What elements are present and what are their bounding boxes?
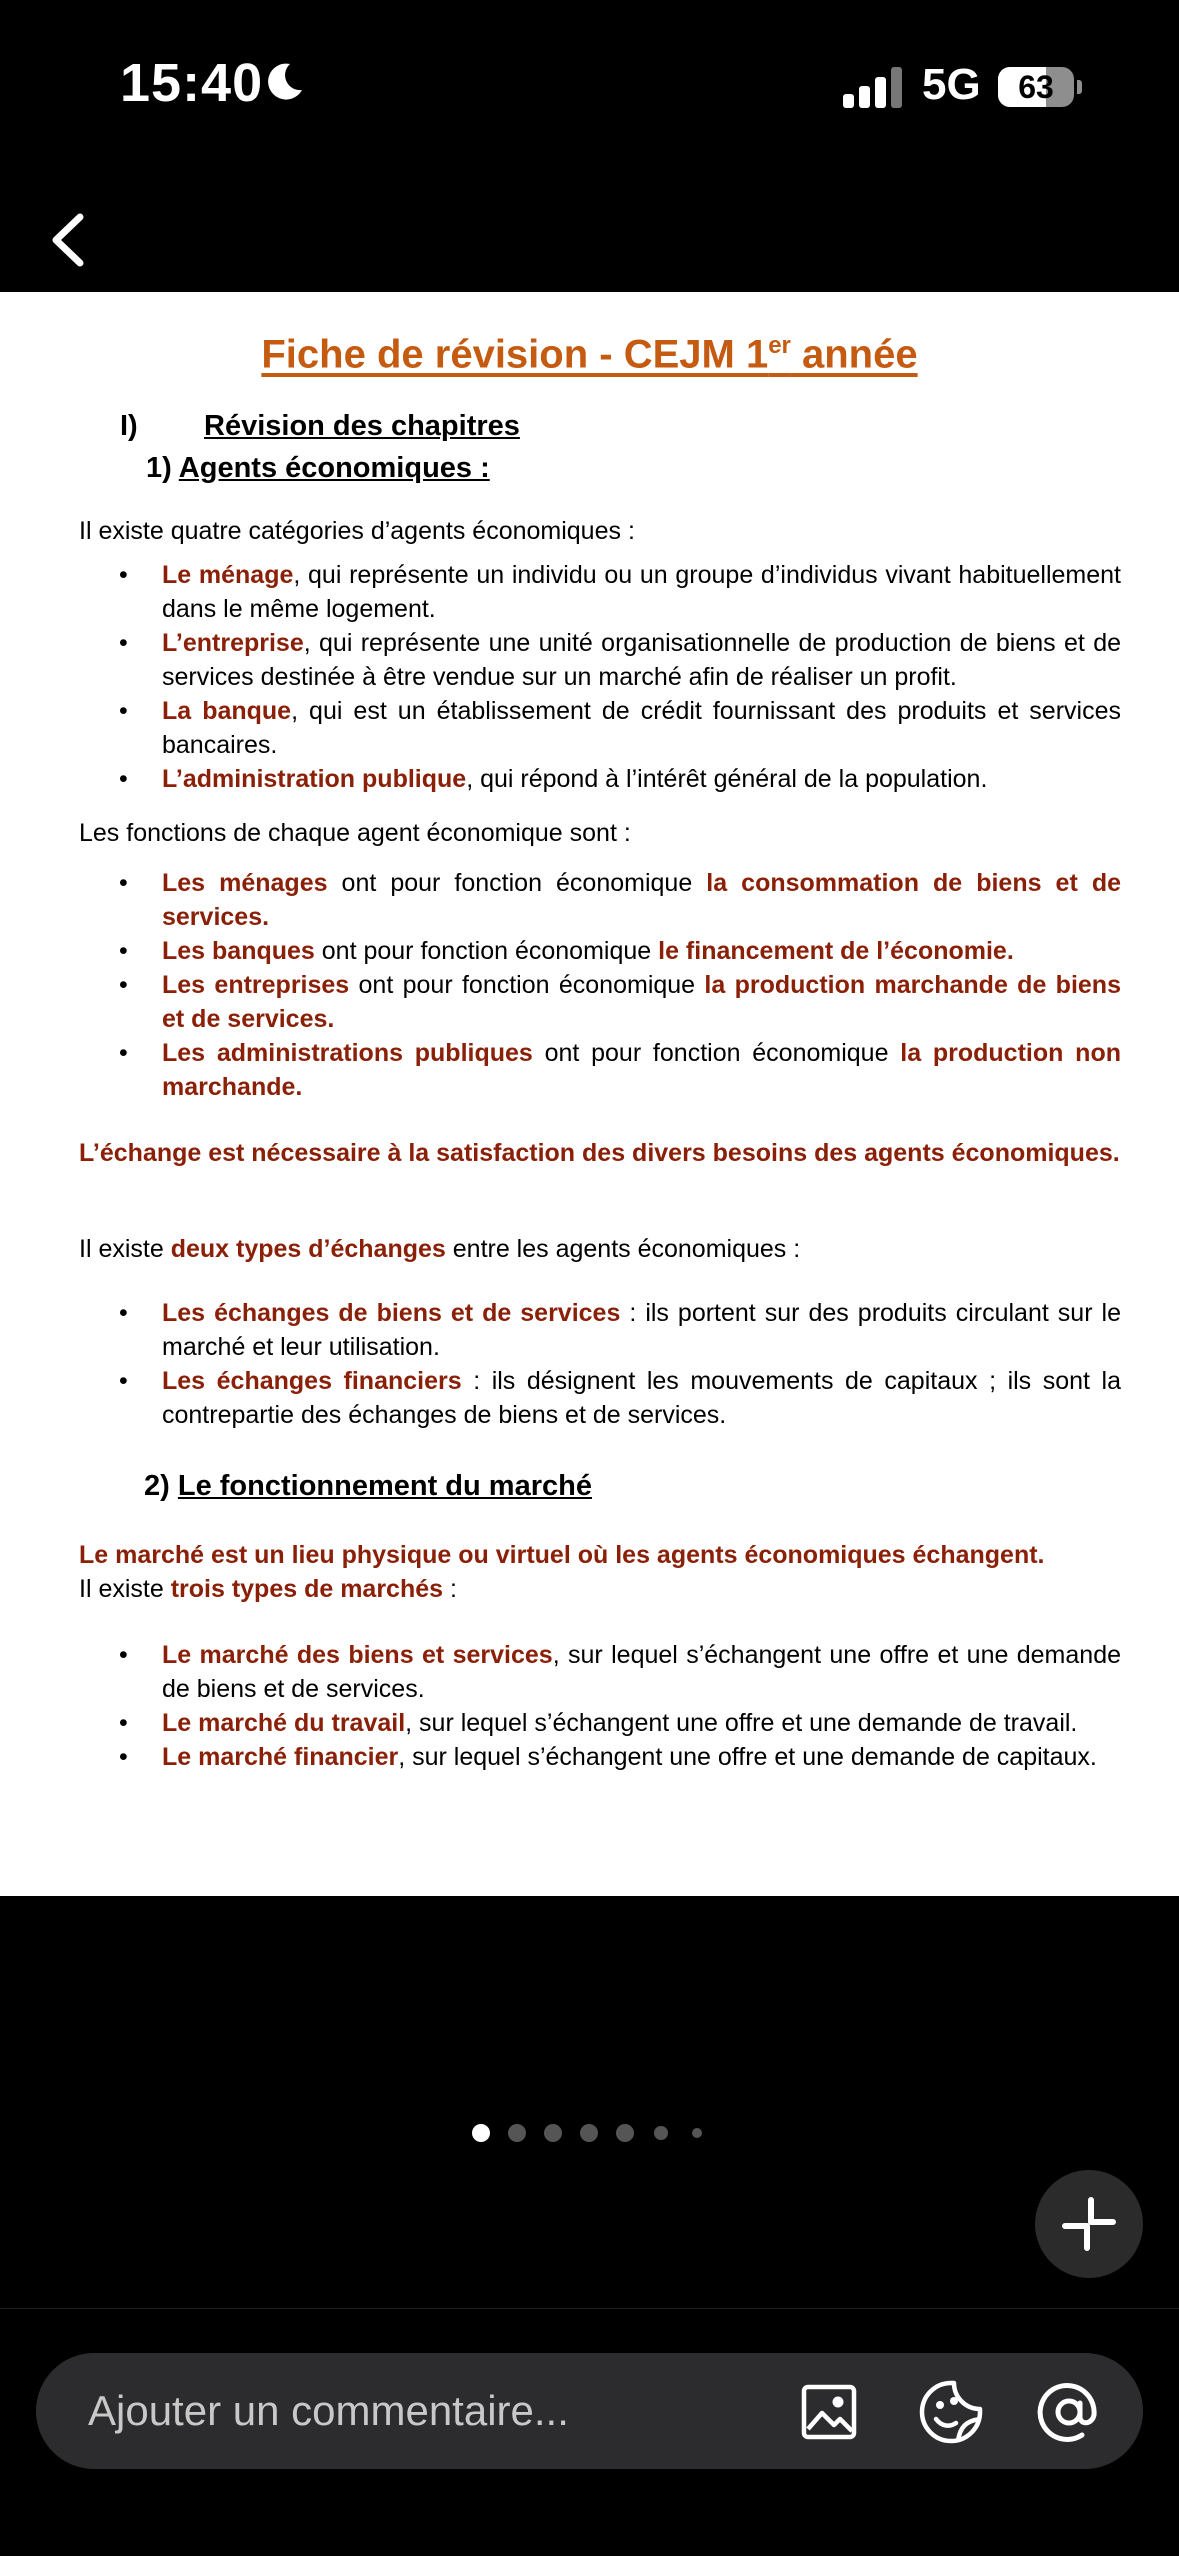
page-dot[interactable] bbox=[472, 2124, 490, 2142]
intro-paragraph: Il existe quatre catégories d’agents économiques : bbox=[79, 517, 635, 545]
list-item: • Le ménage, qui représente un individu ou un groupe d’individus vivant habituellement dans le même logement. bbox=[79, 558, 1121, 626]
exchange-intro: Il existe deux types d’échanges entre les agents économiques : bbox=[79, 1235, 801, 1263]
page-indicator[interactable] bbox=[472, 2124, 752, 2144]
status-time: 15:40 bbox=[120, 53, 264, 113]
collapse-button[interactable] bbox=[1035, 2170, 1143, 2278]
list-item: • Les ménages ont pour fonction économique la consommation de biens et de services. bbox=[79, 866, 1121, 934]
functions-intro: Les fonctions de chaque agent économique sont : bbox=[79, 819, 631, 847]
at-icon[interactable] bbox=[1036, 2379, 1102, 2445]
page-dot[interactable] bbox=[616, 2124, 634, 2142]
document-page[interactable] bbox=[0, 292, 1179, 1896]
markets-list bbox=[79, 1638, 1121, 1774]
document-title: Fiche de révision - CEJM 1er année bbox=[261, 332, 918, 377]
comment-bar[interactable] bbox=[36, 2353, 1143, 2469]
subsection-heading: 2) Le fonctionnement du marché bbox=[144, 1470, 592, 1502]
list-item: • Les entreprises ont pour fonction économique la production marchande de biens et de services. bbox=[79, 968, 1121, 1036]
list-item: • Le marché des biens et services, sur lequel s’échangent une offre et une demande de biens et de services. bbox=[79, 1638, 1121, 1706]
section-heading: I) Révision des chapitres bbox=[120, 410, 520, 442]
battery-level: 63 bbox=[1018, 69, 1054, 105]
battery-tip bbox=[1077, 80, 1082, 94]
list-item: • Les échanges de biens et de services : ils portent sur des produits circulant sur le marché et leur utilisation. bbox=[79, 1296, 1121, 1364]
list-item: • Les échanges financiers : ils désignent les mouvements de capitaux ; ils sont la contrepartie des échanges de biens et de services. bbox=[79, 1364, 1121, 1432]
image-icon[interactable] bbox=[800, 2383, 858, 2441]
list-item: • L’entreprise, qui représente une unité organisationnelle de production de biens et de services destinée à être vendue sur un marché afin de réaliser un profit. bbox=[79, 626, 1121, 694]
page-dot[interactable] bbox=[654, 2126, 668, 2140]
market-definition: Le marché est un lieu physique ou virtuel où les agents économiques échangent. bbox=[79, 1541, 1045, 1569]
list-item: • L’administration publique, qui répond à l’intérêt général de la population. bbox=[79, 762, 1121, 796]
page-dot[interactable] bbox=[580, 2124, 598, 2142]
exchange-statement: L’échange est nécessaire à la satisfaction des divers besoins des agents économiques. bbox=[79, 1139, 1120, 1167]
market-intro: Il existe trois types de marchés : bbox=[79, 1575, 457, 1603]
sticker-icon[interactable] bbox=[918, 2379, 984, 2445]
network-label: 5G bbox=[922, 60, 981, 109]
divider bbox=[0, 2308, 1179, 2309]
signal-icon bbox=[843, 66, 905, 108]
moon-icon bbox=[262, 60, 306, 104]
agents-list bbox=[79, 558, 1121, 796]
list-item: • Les banques ont pour fonction économique le financement de l’économie. bbox=[79, 934, 1121, 968]
page-dot[interactable] bbox=[544, 2124, 562, 2142]
exchanges-list bbox=[79, 1296, 1121, 1432]
subsection-heading: 1) Agents économiques : bbox=[146, 452, 490, 484]
page-dot[interactable] bbox=[692, 2128, 702, 2138]
page-dot[interactable] bbox=[508, 2124, 526, 2142]
back-chevron-icon[interactable] bbox=[40, 205, 104, 275]
status-bar bbox=[0, 0, 1179, 175]
list-item: • Le marché du travail, sur lequel s’échangent une offre et une demande de travail. bbox=[79, 1706, 1121, 1740]
collapse-icon bbox=[1035, 2170, 1143, 2278]
battery-icon bbox=[998, 67, 1074, 107]
list-item: • La banque, qui est un établissement de crédit fournissant des produits et services bancaires. bbox=[79, 694, 1121, 762]
functions-list bbox=[79, 866, 1121, 1104]
comment-input[interactable]: Ajouter un commentaire... bbox=[88, 2387, 569, 2434]
list-item: • Les administrations publiques ont pour fonction économique la production non marchande. bbox=[79, 1036, 1121, 1104]
list-item: • Le marché financier, sur lequel s’échangent une offre et une demande de capitaux. bbox=[79, 1740, 1121, 1774]
